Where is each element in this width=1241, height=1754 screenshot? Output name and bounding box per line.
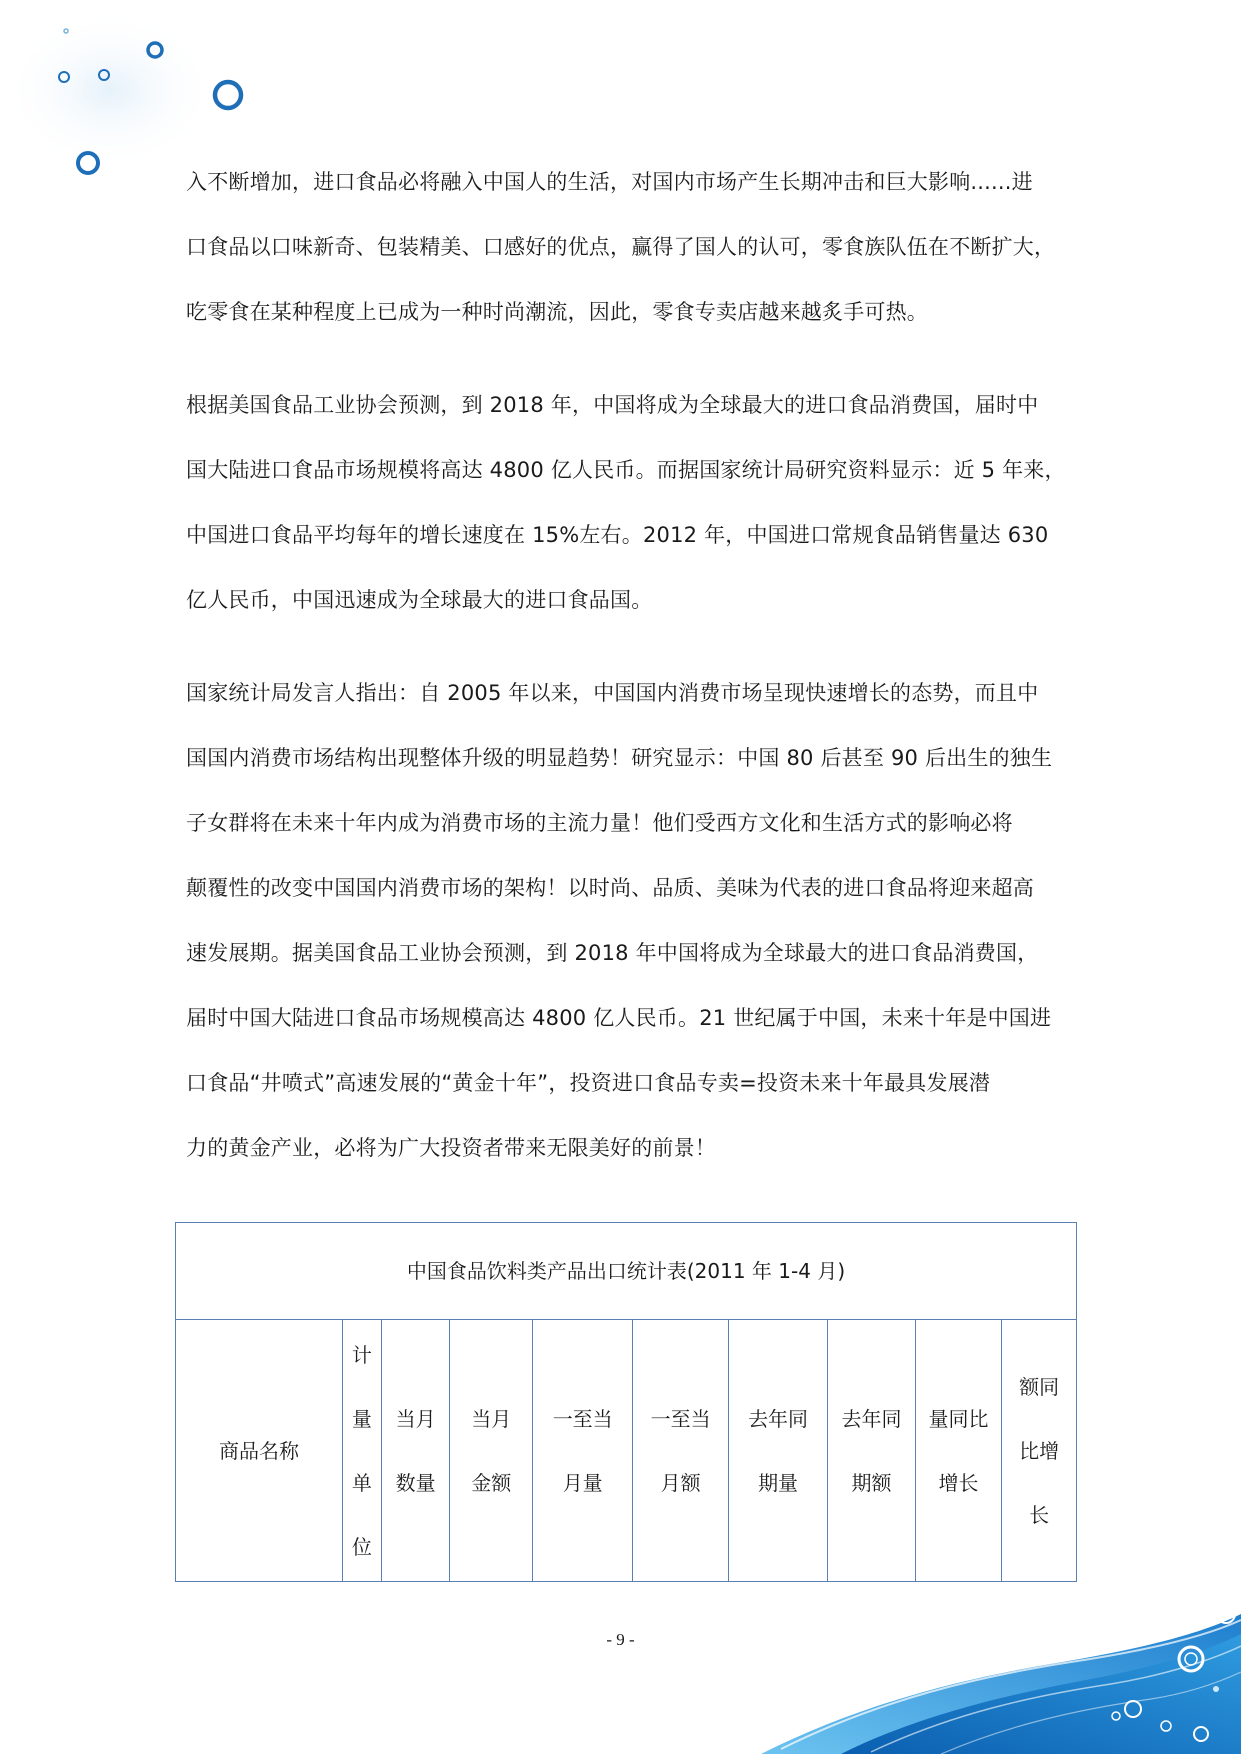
text-line: 力的黄金产业，必将为广大投资者带来无限美好的前景！ xyxy=(186,1136,716,1160)
header-text: 额同 xyxy=(1019,1374,1060,1399)
header-text: 当月 xyxy=(395,1406,436,1431)
body-text xyxy=(186,150,1066,1209)
header-last-year-amount xyxy=(828,1320,916,1582)
paragraph-3 xyxy=(186,661,1056,1181)
text-line: 亿人民币，中国迅速成为全球最大的进口食品国。 xyxy=(186,588,653,612)
header-text: 期量 xyxy=(758,1470,799,1495)
header-month-amount xyxy=(450,1320,533,1582)
header-text: 增长 xyxy=(938,1470,979,1495)
text-line: 国家统计局发言人指出：自 2005 年以来，中国国内消费市场呈现快速增长的态势，而且中 xyxy=(186,681,1039,705)
header-text: 比增 xyxy=(1019,1438,1060,1463)
header-text: 数量 xyxy=(395,1470,436,1495)
paragraph-2 xyxy=(186,373,1066,633)
header-unit xyxy=(342,1320,381,1582)
header-last-year-quantity xyxy=(728,1320,827,1582)
header-text: 商品名称 xyxy=(218,1438,299,1463)
header-amount-yoy-growth xyxy=(1002,1320,1077,1582)
decorative-wave-bottom xyxy=(721,1584,1241,1754)
text-line: 颠覆性的改变中国国内消费市场的架构！以时尚、品质、美味为代表的进口食品将迎来超高 xyxy=(186,876,1034,900)
text-line: 子女群将在未来十年内成为消费市场的主流力量！他们受西方文化和生活方式的影响必将 xyxy=(186,811,1013,835)
text-line: 中国进口食品平均每年的增长速度在 15%左右。2012 年，中国进口常规食品销售量达 630 xyxy=(186,523,1049,547)
header-text: 一至当 xyxy=(650,1406,711,1431)
header-text: 量同比 xyxy=(928,1406,989,1431)
header-text: 月额 xyxy=(660,1470,701,1495)
text-line: 速发展期。据美国食品工业协会预测，到 2018 年中国将成为全球最大的进口食品消费国， xyxy=(186,941,1039,965)
text-line: 口食品以口味新奇、包装精美、口感好的优点，赢得了国人的认可，零食族队伍在不断扩大， xyxy=(186,235,1056,259)
text-line: 吃零食在某种程度上已成为一种时尚潮流，因此，零食专卖店越来越炙手可热。 xyxy=(186,300,928,324)
table-title: 中国食品饮料类产品出口统计表(2011 年 1-4 月) xyxy=(176,1223,1077,1320)
header-product-name xyxy=(176,1320,343,1582)
header-text: 金额 xyxy=(471,1470,512,1495)
export-statistics-table xyxy=(175,1222,1077,1582)
text-line: 届时中国大陆进口食品市场规模高达 4800 亿人民币。21 世纪属于中国，未来十年是中国进 xyxy=(186,1006,1052,1030)
text-line: 国国内消费市场结构出现整体升级的明显趋势！研究显示：中国 80 后甚至 90 后出生的独生 xyxy=(186,746,1053,770)
paragraph-1 xyxy=(186,150,1056,345)
header-ytd-amount xyxy=(633,1320,728,1582)
text-line: 根据美国食品工业协会预测，到 2018 年，中国将成为全球最大的进口食品消费国，届时中 xyxy=(186,393,1039,417)
header-text: 位 xyxy=(351,1534,372,1559)
header-month-quantity xyxy=(381,1320,450,1582)
header-text: 月量 xyxy=(562,1470,603,1495)
header-ytd-quantity xyxy=(532,1320,632,1582)
header-text: 单 xyxy=(351,1470,372,1495)
header-text: 去年同 xyxy=(748,1406,809,1431)
header-text: 计 xyxy=(351,1342,372,1367)
text-line: 入不断增加，进口食品必将融入中国人的生活，对国内市场产生长期冲击和巨大影响......进 xyxy=(186,170,1033,194)
header-text: 去年同 xyxy=(841,1406,902,1431)
page-number: - 9 - xyxy=(606,1630,635,1649)
header-text: 量 xyxy=(351,1406,372,1431)
text-line: 国大陆进口食品市场规模将高达 4800 亿人民币。而据国家统计局研究资料显示：近 5 年来， xyxy=(186,458,1066,482)
header-text: 当月 xyxy=(471,1406,512,1431)
text-line: 口食品“井喷式”高速发展的“黄金十年”，投资进口食品专卖=投资未来十年最具发展潜 xyxy=(186,1071,991,1095)
header-text: 一至当 xyxy=(552,1406,613,1431)
table-header-row xyxy=(176,1320,1077,1582)
header-quantity-yoy-growth xyxy=(915,1320,1002,1582)
header-text: 长 xyxy=(1029,1502,1050,1527)
header-text: 期额 xyxy=(851,1470,892,1495)
